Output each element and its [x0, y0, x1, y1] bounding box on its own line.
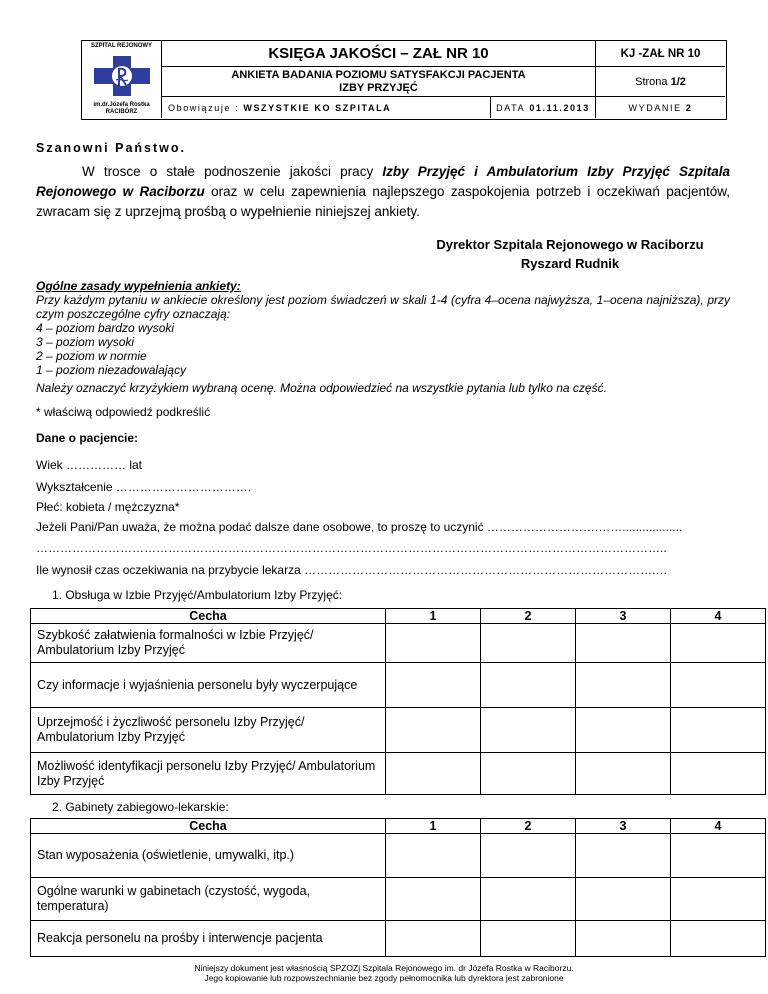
rating-cell-2[interactable] — [481, 834, 576, 878]
age-field[interactable]: Wiek …………… lat — [36, 458, 143, 472]
rating-cell-1[interactable] — [386, 708, 481, 753]
subtitle-line-2: IZBY PRZYJĘĆ — [339, 81, 418, 94]
rating-cell-1[interactable] — [386, 921, 481, 957]
rules-heading: Ogólne zasady wypełnienia ankiety: — [36, 279, 241, 293]
intro-part-1: W trosce o stałe podnoszenie jakości pracy — [82, 164, 383, 179]
applies-to — [162, 97, 491, 118]
document-footer — [0, 963, 768, 983]
row-label: Uprzejmość i życzliwość personelu Izby Przyjęć/ Ambulatorium Izby Przyjęć — [31, 708, 386, 753]
row-label: Szybkość załatwienia formalności w Izbie Przyjęć/ Ambulatorium Izby Przyjęć — [31, 624, 386, 663]
rating-cell-1[interactable] — [386, 624, 481, 663]
medical-cross-icon — [94, 56, 150, 96]
rating-cell-2[interactable] — [481, 921, 576, 957]
header-cecha: Cecha — [31, 819, 386, 834]
document-title: KSIĘGA JAKOŚCI – ZAŁ NR 10 — [162, 41, 596, 67]
rating-cell-2[interactable] — [481, 708, 576, 753]
table-row — [31, 834, 766, 878]
document-date — [491, 97, 596, 118]
document-code: KJ -ZAŁ NR 10 — [596, 41, 725, 67]
document-edition — [596, 97, 725, 118]
row-label: Reakcja personelu na prośby i interwencje pacjenta — [31, 921, 386, 957]
rating-cell-1[interactable] — [386, 753, 481, 795]
wait-time-field[interactable]: Ile wynosił czas oczekiwania na przybycie lekarza …………………………………………………………………………….… — [36, 563, 668, 577]
date-value: 01.11.2013 — [529, 102, 590, 113]
salutation: Szanowni Państwo. — [36, 141, 186, 155]
rules-block — [36, 279, 730, 377]
header-4: 4 — [671, 609, 766, 624]
subtitle-line-1: ANKIETA BADANIA POZIOMU SATYSFAKCJI PACJENTA — [231, 68, 526, 81]
rating-cell-3[interactable] — [576, 834, 671, 878]
rating-cell-2[interactable] — [481, 663, 576, 708]
logo-name-text: im.dr.Józefa Rostka — [93, 102, 150, 108]
header-1: 1 — [386, 609, 481, 624]
table-header-row — [31, 819, 766, 834]
table-row — [31, 878, 766, 921]
sex-field[interactable]: Płeć: kobieta / mężczyzna* — [36, 500, 180, 514]
edition-value: 2 — [685, 102, 693, 113]
page-number — [596, 67, 725, 97]
header-4: 4 — [671, 819, 766, 834]
footer-line-1: Niniejszy dokument jest własnością SPZOZj Szpitala Rejonowego im. dr Józefa Rostka w Raciborzu. — [194, 963, 574, 973]
rating-cell-2[interactable] — [481, 753, 576, 795]
scale-item-4: 4 – poziom bardzo wysoki — [36, 321, 175, 335]
rating-cell-3[interactable] — [576, 663, 671, 708]
scale-item-1: 1 – poziom niezadowalający — [36, 363, 187, 377]
section-1-title: 1. Obsługa w Izbie Przyjęć/Ambulatorium Izby Przyjęć: — [52, 588, 343, 602]
rating-cell-2[interactable] — [481, 624, 576, 663]
table-row — [31, 921, 766, 957]
section-2-table — [30, 818, 766, 957]
rating-cell-3[interactable] — [576, 753, 671, 795]
table-row — [31, 624, 766, 663]
document-subtitle — [162, 67, 596, 97]
row-label: Ogólne warunki w gabinetach (czystość, wygoda, temperatura) — [31, 878, 386, 921]
signature-title: Dyrektor Szpitala Rejonowego w Raciborzu — [436, 237, 704, 252]
rules-note: * właściwą odpowiedź podkreślić — [36, 405, 211, 419]
header-1: 1 — [386, 819, 481, 834]
scale-item-3: 3 – poziom wysoki — [36, 335, 135, 349]
logo-top-text: SZPITAL REJONOWY — [90, 43, 153, 49]
header-3: 3 — [576, 609, 671, 624]
rating-cell-4[interactable] — [671, 753, 766, 795]
patient-heading: Dane o pacjencie: — [36, 431, 139, 445]
rating-cell-1[interactable] — [386, 834, 481, 878]
signature-name: Ryszard Rudnik — [520, 256, 620, 271]
table-header-row — [31, 609, 766, 624]
rating-cell-3[interactable] — [576, 708, 671, 753]
signature — [380, 235, 760, 273]
rating-cell-4[interactable] — [671, 663, 766, 708]
rating-cell-4[interactable] — [671, 921, 766, 957]
rules-text: Przy każdym pytaniu w ankiecie określony jest poziom świadczeń w skali 1-4 (cyfra 4–ocena najwyższa, 1–ocena najniższa), przy czym poszczególne cyfry oznaczają: — [36, 293, 730, 321]
page-label: Strona — [635, 75, 668, 88]
intro-part-2: oraz w celu zapewnienia najlepszego zaspokojenia potrzeb i oczekiwań pacjentów, zwracam się z uprzejmą prośbą o wypełnienie niniejszej ankiety. — [36, 184, 730, 219]
row-label: Możliwość identyfikacji personelu Izby Przyjęć/ Ambulatorium Izby Przyjęć — [31, 753, 386, 795]
table-row — [31, 753, 766, 795]
applies-value: WSZYSTKIE KO SZPITALA — [243, 102, 392, 113]
applies-label: Obowiązuje : — [168, 102, 240, 113]
rating-cell-4[interactable] — [671, 834, 766, 878]
rating-cell-3[interactable] — [576, 624, 671, 663]
header-2: 2 — [481, 609, 576, 624]
section-1-table — [30, 608, 766, 795]
hospital-logo — [82, 41, 162, 118]
scale-item-2: 2 – poziom w normie — [36, 349, 147, 363]
rating-cell-3[interactable] — [576, 878, 671, 921]
footer-line-2: Jego kopiowanie lub rozpowszechnianie bez zgody pełnomocnika lub dyrektora jest zabronione — [204, 973, 564, 983]
rating-cell-3[interactable] — [576, 921, 671, 957]
education-field[interactable]: Wykształcenie ……………………………. — [36, 480, 252, 494]
rating-cell-1[interactable] — [386, 663, 481, 708]
rating-cell-1[interactable] — [386, 878, 481, 921]
table-row — [31, 708, 766, 753]
intro-paragraph — [36, 162, 730, 222]
intro-bold: Izby Przyjęć i Ambulatorium Izby Przyjęć Szpitala Rejonowego w Raciborzu — [36, 164, 730, 199]
table-row — [31, 663, 766, 708]
header-2: 2 — [481, 819, 576, 834]
page-value: 1/2 — [670, 75, 686, 88]
rating-cell-4[interactable] — [671, 624, 766, 663]
additional-data-field-cont[interactable]: ………………………………………………………………………………………………………………………………………….. — [36, 541, 667, 555]
edition-label: WYDANIE — [628, 102, 682, 113]
document-header — [81, 40, 727, 120]
header-3: 3 — [576, 819, 671, 834]
rating-cell-4[interactable] — [671, 708, 766, 753]
section-2-title: 2. Gabinety zabiegowo-lekarskie: — [52, 800, 229, 814]
rating-cell-2[interactable] — [481, 878, 576, 921]
rules-mark: Należy oznaczyć krzyżykiem wybraną ocenę. Można odpowiedzieć na wszystkie pytania lub tylko na część. — [36, 381, 607, 395]
row-label: Stan wyposażenia (oświetlenie, umywalki, itp.) — [31, 834, 386, 878]
header-cecha: Cecha — [31, 609, 386, 624]
rating-cell-4[interactable] — [671, 878, 766, 921]
row-label: Czy informacje i wyjaśnienia personelu były wyczerpujące — [31, 663, 386, 708]
date-label: DATA — [496, 102, 526, 113]
logo-city-text: RACIBÓRZ — [105, 109, 138, 115]
additional-data-field[interactable]: Jeżeli Pani/Pan uważa, że można podać dalsze dane osobowe, to proszę to uczynić ……………………….…….................. — [36, 520, 683, 534]
